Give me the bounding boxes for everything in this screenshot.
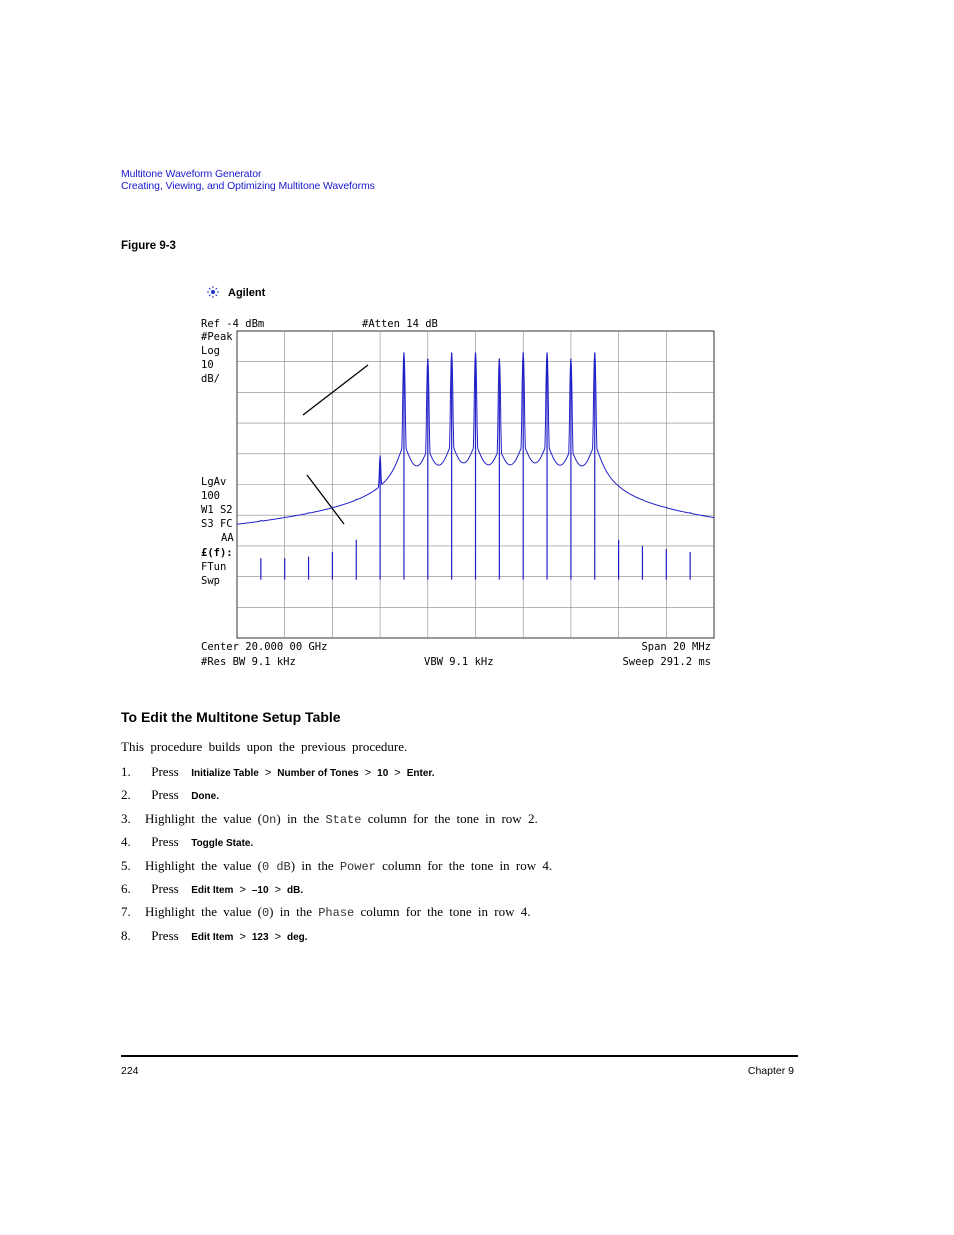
spectrum-analyzer-figure: [196, 280, 721, 672]
function-label: £(f):: [201, 547, 233, 559]
softkey-done: Done: [191, 791, 217, 803]
step-5: [121, 854, 552, 877]
chevron-right-icon: >: [364, 767, 372, 779]
step-verb: Press: [151, 927, 179, 943]
span-label: Span 20 MHz: [641, 641, 711, 653]
step-text: ) in the: [276, 810, 326, 826]
chevron-right-icon: >: [239, 930, 246, 943]
step-number: 5.: [121, 857, 131, 873]
video-bandwidth-label: VBW 9.1 kHz: [424, 656, 494, 668]
section-intro: This procedure builds upon the previous procedure.: [121, 739, 408, 754]
code-value-0db: 0 dB: [261, 859, 291, 874]
ref-level-label: Ref -4 dBm: [201, 318, 265, 330]
step-number: 3.: [121, 810, 131, 826]
trace-s3-fc-label: S3 FC: [201, 518, 233, 530]
step-text: Highlight the value (: [145, 904, 262, 920]
average-label: LgAv: [201, 476, 227, 488]
code-column-power: Power: [339, 859, 376, 874]
step-verb: Press: [151, 880, 179, 896]
key-value-10: 10: [377, 768, 389, 779]
trace-w1-s2-label: W1 S2: [201, 504, 233, 516]
scale-unit-label: dB/: [201, 373, 220, 385]
chevron-right-icon: >: [274, 930, 281, 943]
step-text: column for the tone in row 4.: [375, 857, 553, 873]
resolution-bandwidth-label: #Res BW 9.1 kHz: [201, 656, 296, 668]
step-number: 8.: [121, 927, 131, 943]
step-7: [121, 900, 552, 923]
page-number: 224: [121, 1065, 139, 1077]
code-column-phase: Phase: [318, 906, 355, 921]
aa-label: AA: [221, 532, 234, 544]
footer-rule: [121, 1055, 798, 1057]
annotation-line-upper: [303, 365, 368, 415]
step-text: Highlight the value (: [145, 810, 262, 826]
step-number: 7.: [121, 904, 131, 920]
scale-type-label: Log: [201, 345, 220, 357]
running-header-subtitle: Creating, Viewing, and Optimizing Multitone Waveforms: [121, 180, 375, 192]
code-column-state: State: [325, 812, 362, 827]
brand-name: Agilent: [228, 287, 266, 299]
scale-value-label: 10: [201, 359, 214, 371]
center-frequency-label: Center 20.000 00 GHz: [201, 641, 328, 653]
tone-markers: [261, 352, 690, 579]
step-text: ) in the: [290, 857, 340, 873]
step-2: 2. Press Done.: [121, 783, 552, 806]
running-header-title: Multitone Waveform Generator: [121, 168, 262, 180]
chevron-right-icon: >: [274, 883, 281, 896]
step-text: column for the tone in row 4.: [354, 904, 531, 920]
key-value-minus-10: –10: [251, 884, 269, 896]
step-6: 6. Press Edit Item > –10 > dB.: [121, 877, 552, 900]
softkey-edit-item: Edit Item: [191, 931, 234, 943]
softkey-edit-item: Edit Item: [191, 884, 234, 896]
step-verb: Press: [151, 787, 179, 803]
softkey-toggle-state: Toggle State: [191, 838, 251, 850]
attenuation-label: #Atten 14 dB: [362, 318, 438, 330]
key-value-123: 123: [251, 931, 269, 943]
step-text: column for the tone in row 2.: [361, 810, 538, 826]
step-verb: Press: [151, 764, 179, 779]
step-1: 1. Press Initialize Table > Number of Tones > 10 > Enter.: [121, 760, 552, 783]
step-verb: Press: [151, 834, 179, 850]
annotation-line-lower: [307, 475, 344, 524]
step-number: 4.: [121, 834, 131, 850]
step-text: ) in the: [269, 904, 319, 920]
agilent-logo-icon: [207, 286, 219, 298]
code-value-0: 0: [261, 906, 270, 921]
sweep-time-label: Sweep 291.2 ms: [622, 656, 711, 668]
chevron-right-icon: >: [264, 767, 272, 779]
average-count-label: 100: [201, 490, 220, 502]
chevron-right-icon: >: [394, 767, 401, 779]
step-4: 4. Press Toggle State.: [121, 830, 552, 853]
chevron-right-icon: >: [239, 883, 246, 896]
softkey-initialize-table: Initialize Table: [191, 768, 259, 779]
figure-label: Figure 9-3: [121, 240, 176, 252]
ftun-label: FTun: [201, 561, 227, 573]
step-3: [121, 807, 552, 830]
chapter-label: Chapter 9: [747, 1065, 794, 1077]
step-text: Highlight the value (: [145, 857, 262, 873]
key-enter: Enter: [406, 768, 432, 779]
swp-label: Swp: [201, 575, 220, 587]
step-number: 2.: [121, 787, 131, 803]
softkey-number-of-tones: Number of Tones: [277, 768, 359, 779]
step-8: 8. Press Edit Item > 123 > deg.: [121, 924, 552, 947]
code-value-on: On: [261, 812, 277, 827]
procedure-steps: [121, 760, 552, 947]
key-deg: deg: [287, 931, 305, 943]
step-number: 1.: [121, 764, 131, 779]
key-db: dB: [287, 884, 301, 896]
detector-label: #Peak: [201, 331, 233, 343]
step-number: 6.: [121, 880, 131, 896]
section-heading: To Edit the Multitone Setup Table: [121, 709, 341, 725]
